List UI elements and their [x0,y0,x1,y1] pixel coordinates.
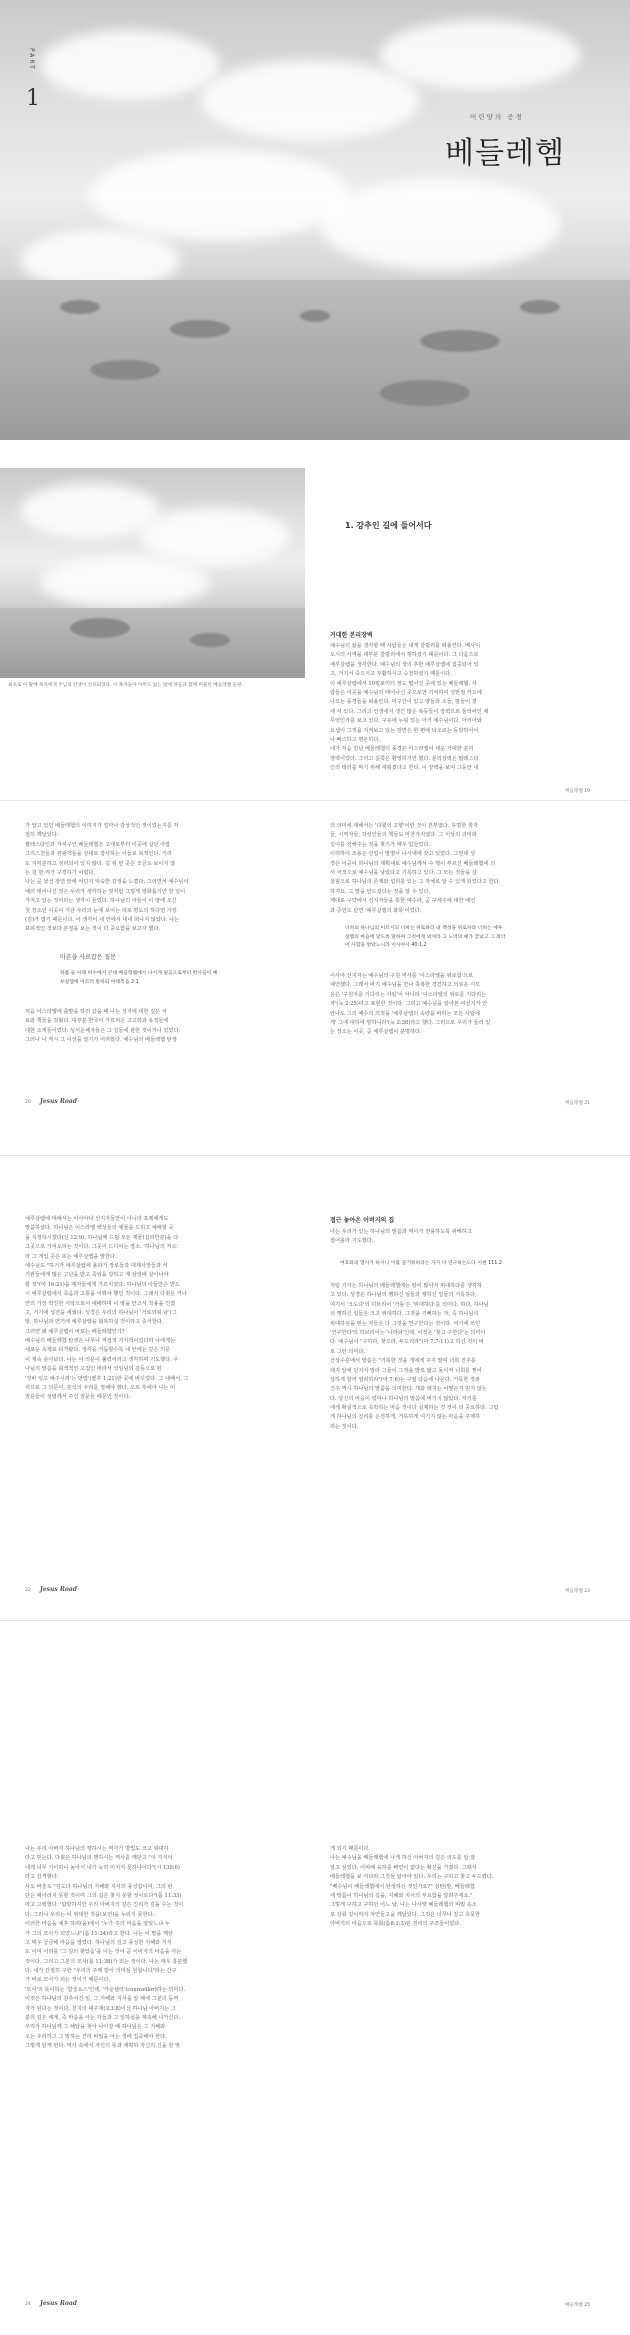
text-line: 려는 것이다. [330,1423,359,1430]
text-line: 표피적인 것보다 본질을 보는 것이 더 중요함을 보고자 했다. [25,926,161,933]
text-line: 예루살렘에 대해서는 이사야나 선지자들만이 아니라 포레에게도 [25,1216,169,1222]
text-line: 다. 그러나 우리는 이 위대한 것을(보면)을 누리지 못한다. [25,1911,155,1918]
photo-caption: 최초로 이 땅에 목자에게 주님의 탄생이 선포되었다. 이 목자들이 아무도 없는 밤에 양들과 함께 머물던 베들레헴 들판. [8,683,243,688]
text-line: 나님의 말씀을 회색적인 고집인 바라서 성임님의 감동으로 된 [25,1366,162,1373]
spread-divider [0,1620,630,1621]
page-number: 20 [25,1100,31,1105]
text-line: 예루살렘을 생각한다. 예수님의 생의 후반 예루살렘에 집중되어 있 [330,661,479,668]
text-line: 새로운 속제로 다가왔다. 생각을 거듭할수록 내 안에는 깊은 의문 [25,1347,171,1354]
text-line: 무엇인가를 보고 있다. 구유에 누워 있는 아기 예수님이다. 아리아와 [330,718,482,725]
section-title: 거대한 본리장벽 [330,632,373,639]
text-line: 위대하심을 믿는 자들은 다 그것을 연구한다는 것이다. 여기에 쓰인 [330,1320,481,1327]
text-line: 깊이를 전해주는 것을 찾기가 매우 힘들었다. [330,841,431,848]
cover-title: 베들레헴 [445,136,565,171]
spread2-right-body-b [330,972,605,1038]
text-line: 리므로 그 의문이, 분석의 우리를 정해야 했다. 오로 후에야 나는 이 [25,1385,176,1392]
cover-subtitle: 어린양의 공경 [470,113,524,121]
part-number: 1 [26,86,40,111]
spread2-right-body-a [330,822,605,916]
text-line: 사도 바울도 "깊도다 하나님의 지혜와 지식의 풍성함이여, 그의 판 [25,1883,173,1890]
text-line: 이 계속 솟아났다. 나는 이 의문이 풀렸어라고 생각하며 기도했다. 우 [25,1356,179,1363]
page-footer: 베들레헴 19 [565,789,591,794]
text-line: 이러한 마음을 예후 하려(을)에서 "누가 주의 마음을 알았느냐 누 [25,1921,170,1928]
text-line: 그러면 왜 예루살렘이 바로는 베들레헴인가? [25,1328,125,1335]
text-line: 이것은 하나님의 감추어진 일, 그 지혜와 지식을 알 때에 그분의 동역 [25,1996,179,2003]
text-line: 라 그 개입 곳은 또는 예루살렘을 말한다. [25,1253,117,1260]
text-line: 고 매우 궁금해 마음을 열었다. 하나님의 깊고 풍성한 지혜와 지식 [25,1939,172,1946]
text-line: 시 예루살렘에서 죽음과 고통을 이뤄야 했던 것이다. 그래서 다윗은 거나 [25,1291,187,1298]
text-line: 게 되기 때문이다. [330,1846,371,1852]
text-line: 가지고 있는 것이라는 생각이 들었다. 하나님의 아들이 이 땅에 오신 [25,898,177,905]
text-line: 오는 우리하고 그 말하는 진리 비밀을 아는 것에 집중해야 한다. [25,2033,167,2040]
text-line: 고, 거기서 죽으시고 부활하시고 승천하셨기 때문이다. [330,671,452,678]
text-line: 분의 깊은 세계, 즉 마음을 아는 자들과 그 일하심을 계속해 나가신다. [25,2015,181,2022]
text-line: 나는 예수님을 베들레헴에 나게 하신 아버지의 깊은 의도를 알 알 [330,1855,476,1862]
text-line: 단은 헤아리지 못할 것이며 그의 길은 찾지 못할 것이로다"(롬 11:33) [25,1892,182,1899]
text-line: 다. 예수님이 "구하라, 찾으라, 두드리라"(마 7:7-11)고 하신 것이 바 [330,1339,484,1346]
text-line: 가 바로 모사가 되는 것이기 때문이다. [25,1977,111,1984]
text-line: 그곳으로 가져오라는 것이다. 그곳이 드디어는 장소. '하나님의 처소' [25,1244,178,1251]
text-line: 다고 믿는다. 다윗은 하나님의 행하시는 역사를 깨닫고 "이 지식이 [25,1855,173,1862]
text-line: 안나도 그의 예수의 의적을 '예루살렘의 속량을 바라는 모든 사람에 [330,1010,480,1017]
text-line: 산상수훈에서 말씀은 "거룩한 것을 개에게 주지 말며 너희 진주를 [330,1358,476,1365]
text-line: 도 이미 어리를 '그 길의 찾았음'을 이는 것이 곧 이버지의 마음을 아는 [25,1949,182,1956]
text-line: 라고 감격했다. [25,1874,59,1881]
text-line: 장벽이었다. 그리고 길쭉은 환영하기만 했다. 분리장벽은 팔레스타 [330,755,479,762]
text-line: 절히 깨달았다. [25,832,59,839]
text-line: 고, 거기에 성전을 세웠다. 성경은 우리의 하나님이 '거로외워 남'(그 [25,1309,177,1316]
text-line: 람들은 이곳을 예수님의 태어나신 곳으로만 기억하여 성탄절 카드에 [330,689,482,696]
text-line: 제대로 구약에서 선지자들을 통한 예수라, 곧 구세주에 대한 예언 [330,898,476,905]
text-line: 여기서 '크도다'의 히브리어 '가돌'은 '위대하다'를 의미다. 하다, 하나님 [330,1301,489,1308]
text-line: 나오는 풍경들을 떠올린다. 마구간이 있고 양들과 소들, 말들이 곁 [330,699,477,706]
text-line: 자'(눅 2:25)라고 표현한 것이다. 그리고 예수님을 알아본 여선지자 안 [330,1001,488,1008]
section-title: 접근 놓아온 어버지의 집 [330,1217,395,1224]
text-line: 을 지정하시겠다(신 12:9). 하나님께 드릴 모든 제물(십리반분)을 다 [25,1234,179,1241]
text-line: 가 그의 모사가 되었느냐"(롬 11:34)라고 한다. 나는 이 말을 깨닫 [25,1930,174,1937]
quote-line: 살렘의 마음에 닿도록 말하며 그것에게 외쳐라 그 노역의 때가 끝났고 그 죄악 [345,934,506,940]
spread1-photo [0,468,305,678]
chapter-title: 1. 강추인 길에 들어서다 [345,521,432,530]
text-line: 이사야 선지자는 예수님의 구원 역사를 '이스라엘을 위로함'으로 [330,973,474,979]
spread4-left-body [25,1845,300,2052]
text-line: 도 지저분하고 정리되어 있지 않다. 길 위 빈 곳은 조금도 보이지 않 [25,860,176,867]
quote-line: 이 사함을 받았느니라 이사야서 40:1,2 [345,943,427,949]
text-line: 살핌으로 하나님의 존재와 섭리를 있는 그 자체로 알 수 있게 되었다고 한다. [330,879,501,886]
quote-line: 루살렘에 이르러 말하되 마태복음 2:1 [60,979,139,985]
text-line: 말씀하셨다. 하나님은 이스라엘 백성들의 예물을 드리고 예배할 곳 [25,1225,174,1232]
text-line: 서 극적으로 예수님을 낳았다고 기록하고 있다. 그 모든 것들을 살 [330,869,477,876]
quote-line: 하를 둘 아래 떠수에서 큰대 베들레헴에서 나시게 될음으로부터 박사들이 예 [60,971,218,976]
text-line: 에 서 있다. 그리고 인생에서 생긴 많은 복동들이 장벽으로 둘러싸인 채 [330,708,489,715]
text-line: 예의 태어나신 것은 우리가 생각하는 것처럼 그렇게 평화롭기만 한 일이 [25,888,186,895]
text-line: 나는 우리가 있는 하나님의 말씀과 역사가 전용하도록 위해하고 [330,1229,472,1235]
text-line: 것이다. 그리고 그분의 모사(롬 11:38)가 되는 것이다. 나는 매우 흥분했 [25,1958,188,1965]
spread3-right-body-b [330,1282,605,1432]
page-footer: 베들레헴 23 [565,1589,591,1594]
text-line: 료와 책들을 갖췄다. 대부분 한국이 가르쳐온 고고학과 유적들에 [25,1018,169,1025]
text-line: 예수님도 "하기가 예루살렘에 올라가 장로들과 대제사장들과 서 [25,1262,168,1269]
spread1-body [330,642,610,773]
part-label: PART [28,48,35,71]
text-line: 기관들에게 많은 고난을 받고 죽임을 당하고 제 삼일에 살아나야 [25,1272,169,1279]
text-line: 알고 싶었다. 어찌해 육하를 빠면이 없다는 확신을 가졌다. 그래서 [330,1864,477,1871]
text-line: 다. 내가 간절히 구한 "우리의 주께 받아 의미심 원합니다"라는 간구 [25,1968,177,1975]
text-line: 이러하여 조용은 산업이 발명사 나시대에 갖고 있었다. 그런데 성 [330,851,476,858]
text-line: 온은 '구원자를 기다리는 사람'이 아니라 '이스라엘의 위로를 기다리는 [330,991,487,998]
text-line: 로 그런 의미다. [330,1348,366,1355]
text-line: 경은 이곳이 하나님의 계획대로 예수님께서 수 명이 부르신 베들레헴에 의 [330,860,496,867]
text-line: 땅. 하나님과 연기에 예루살렘을 회복하실 것이라고 증거한다. [25,1319,164,1326]
text-line: 질문들이 성령께서 주신 질문들 때문인 것이다. [25,1394,131,1401]
text-line: 자가 된다는 것이다. 천지의 대주재(요3:8)이신 하나님 아버지는 그 [25,2005,176,2012]
text-line: 첫 장소인 이곳이 지금 우리의 눈에 보이는 대로 평도의 하다면 가장 [25,907,177,914]
text-line: 베들레헴을 보 아다라 그것들 알아야 있다. 우리는 구하고 찾고 두드렸다. [330,1874,494,1881]
text-line: 할 것"(마 16:21)을 제자들에게 가르치셨다. 하나님의 아들만은 반드 [25,1281,180,1288]
scripture-quote [60,970,300,987]
text-line: 그렇게 구하고 구하던 어느 날, 나는 나사렛 베들레헴의 비밀 속소 [330,1902,477,1909]
spread4-right-body [330,1845,605,1930]
text-line: 처럼 기자는 하나님의 베들레헴에는 땅이 많아서 위대하다를 생각하 [330,1283,482,1289]
page-footer: 베들레헴 25 [565,2303,591,2308]
text-line: 에 말씀이 하나님의 길을, 지혜와 지식의 부요함을 알려주세요." [330,1892,473,1899]
text-line: 로 감춰 깊이까지 자연들고을 깨달았다. 그것은 너무나 깊고 흐뭇한 [330,1911,481,1918]
text-line: 내게 너무 기이하니 높아서 내가 능히 미치지 못하나이다"(시 139:6) [25,1864,180,1871]
page-number: 24 [25,2302,31,2307]
scripture-quote [345,925,605,951]
book-brand: Jesus Road [40,1098,77,1105]
text-line: 진주 역시 하나님의 말씀을 의미한다. 개와 돼지는 어떻든지 믿지 않는 [330,1386,487,1393]
text-line: 면의 가장 약진한 식탁으로서 예배하며 이 땅을 안고서 착용을 건졌 [25,1300,176,1307]
text-line: 내가 처음 만난 베들레헴의 풍경은 이스라엘이 세운 거대한 분리 [330,746,474,753]
text-line: 하지요, 그 말을 만드셨다는 것을 알 수 있다. [330,888,431,895]
text-line: '연구한다'의 히브리어는 '나라쉬'인데, 이것은 '찾고 구한다'는 의미이 [330,1329,486,1336]
text-line: 대한 소개들이었다. 성서운해자들은 그 길들에 관한 것이거나 있었다. [25,1027,181,1034]
text-line: 그렇게 알게 된다. 역사 속에서 자신의 뜻과 계획하 자신의 신을 한 맞 [25,2043,181,2050]
text-line: 라고 고백했다. '탐방하지만 우리 아버지의 깊은 진리가 깊을 수는 것이 [25,1902,184,1909]
text-line: 요셉이 그것을 지켜보고 있는 장면은 한 편에 타오르는 동방박사이 [330,727,479,734]
text-line: 는 걸 한 켜가 구경하기 어렵다. [25,869,96,876]
text-line: 예수님의 삶을 생각할 때 사람들은 대게 갈릴리를 떠올린다. 베사이 [330,643,481,649]
page-number: 22 [25,1588,31,1593]
spread2-left-body-a [25,822,295,935]
text-line: "베수님이 베들레헴에서 탄생하신 것인가요?" 성탄(발, 베들레헴 [330,1883,475,1890]
text-line: 과 증언도 단연 '예루살렘의 화목'이었다. [330,907,422,914]
page-footer: 베들레헴 21 [565,1101,591,1106]
text-line: 가 알고 있던 베들레헴의 이미지가 얼마나 감상적인 것이었는지를 처 [25,823,179,829]
spread3-right-body-a [330,1228,605,1247]
text-line: 그러나 나 역시 그 이상을 알기가 어려웠다. 예수님의 베들레헴 탄생 [25,1037,177,1044]
quote-heading: 마흔을 사로잡은 질문 [60,954,116,961]
book-brand: Jesus Road [40,2300,77,2307]
text-line: 그리스천들과 관광객들을 상대로 장사하는 이들로 북적인다. 거리 [25,851,172,858]
spread-divider [0,1155,630,1156]
text-line: 도시의 사역을 대부분 갈릴리에서 행하셨기 때문이다. 그 다음으로 [330,652,479,659]
text-line: '모사'의 뜻이하는 '함울요스'인데, '카운셀러'(counsellor)라는 의미다. [25,1986,186,1993]
text-line: 상하게 할까 염려하라"(마 7:6)는 구절 다음에 나온다. 거룩한 것과 [330,1376,480,1383]
book-brand: Jesus Road [40,1586,77,1593]
text-line: 들, 시역자들, 작성인들의 책들도 마찬가지였다. 그 이상의 의미와 [330,832,477,839]
text-line: 이 예루살렘에서 10킬로미터 정도 떨어진 곳에 있는 베들레헴. 사 [330,680,477,687]
text-line: 는 장소는 이곳, 곧 예루살렘이 분명하다. [330,1029,422,1036]
text-line: 돼지 앞에 던지지 말라 그들이 그것을 발로 밟고 돌이켜 너희를 찢어 [330,1367,482,1374]
text-line: 나 빠스하고 평온하다. [330,736,381,743]
text-line: 인의 테러를 막기 위해 세워졌다고 한다. 이 장벽을 보며 그동안 내 [330,765,479,772]
scripture-quote: 여호와의 열사가 하시니 이를 즐거워하라는 자가 다 연구하는도다 시편 111:2 [340,1261,502,1266]
spread3-left-body [25,1215,300,1403]
text-line: 의 행하신 일들은 크고 위대하다. 그것을 기뻐하는 자, 즉 하나님의 [330,1311,479,1318]
spread-divider [0,800,630,801]
text-line: 게 하나님의 진리를 온전하게, 거룩하게 여기지 않는 마음을 주제하 [330,1414,481,1421]
text-line: 의 의미에 대해서는 '다윗의 고향'이란 것이 전부였다. 유명한 학자 [330,823,478,829]
text-line: '것바 일고 해주시려'는 방법'(벧후 1:21)한 곳에 바꾸었다. 그 대해서, 그 [25,1375,189,1382]
text-line: 아버지의 마음으로 목회(롬8:1:3)된 전리의 구조들이었다. [330,1921,461,1928]
text-line: 나는 곧 낯선 장면 앞에 어딘지 익숙한 감정을 느꼈다. 그러면서 예수님이 [25,879,189,886]
text-line: 우리가 하나님께 그 해답을 찾아 나아갈 때 하나님은 그 지혜와 [25,2024,166,2031]
cover-photo [0,0,630,440]
text-line: 팔레스타인과 자치구인 베들레헴은 고대로부터 이곳에 살던 아랍 [25,841,171,848]
text-line: 다. 당신의 마음이 얼마나 하나님의 말씀에 버거지 않았다. 자기를 [330,1395,477,1402]
spread2-left-body-b [25,1008,295,1046]
text-line: 절어올라 기도했다. [330,1238,374,1245]
text-line: 처음 이스라엘에 출발을 하러 갔을 때 나는 성지에 대한 깊은 자 [25,1009,167,1015]
text-line: 게' 그에 대하여 말하니라'(눅 2:38)라고 했다. 그러므로 우리가 둘러 있 [330,1019,491,1026]
text-line: 베수님의 베들레헴 탄생은 나무나 직접적 지식적이었다라 나에게는 [25,1338,176,1345]
text-line: 나는 우리 아버지 하나님의 행하시는 역사가 방법도 크고 위대하 [25,1846,169,1852]
text-line: (김)가 없기 때문이다. 이 생각이 내 안에서 내내 떠나지 않았다. 나는 [25,916,180,923]
text-line: 에게 확실적으로 속박히는 마음 것이다 실제하는 것 것이 더 중요하다. 그럼 [330,1405,499,1412]
text-line: 고 있다. 성경은 하나님의 행하신 일들과 행하신 일들의 거룩하다, [330,1292,477,1299]
quote-line: 너희의 하나님의 이르시되 너희는 위로하라 내 백성을 위로하라 너희는 예루 [345,926,503,931]
text-line: 예언했다. 그래서 바기 예수님을 만나 축복한 경건하고 의로운 시므 [330,982,481,989]
